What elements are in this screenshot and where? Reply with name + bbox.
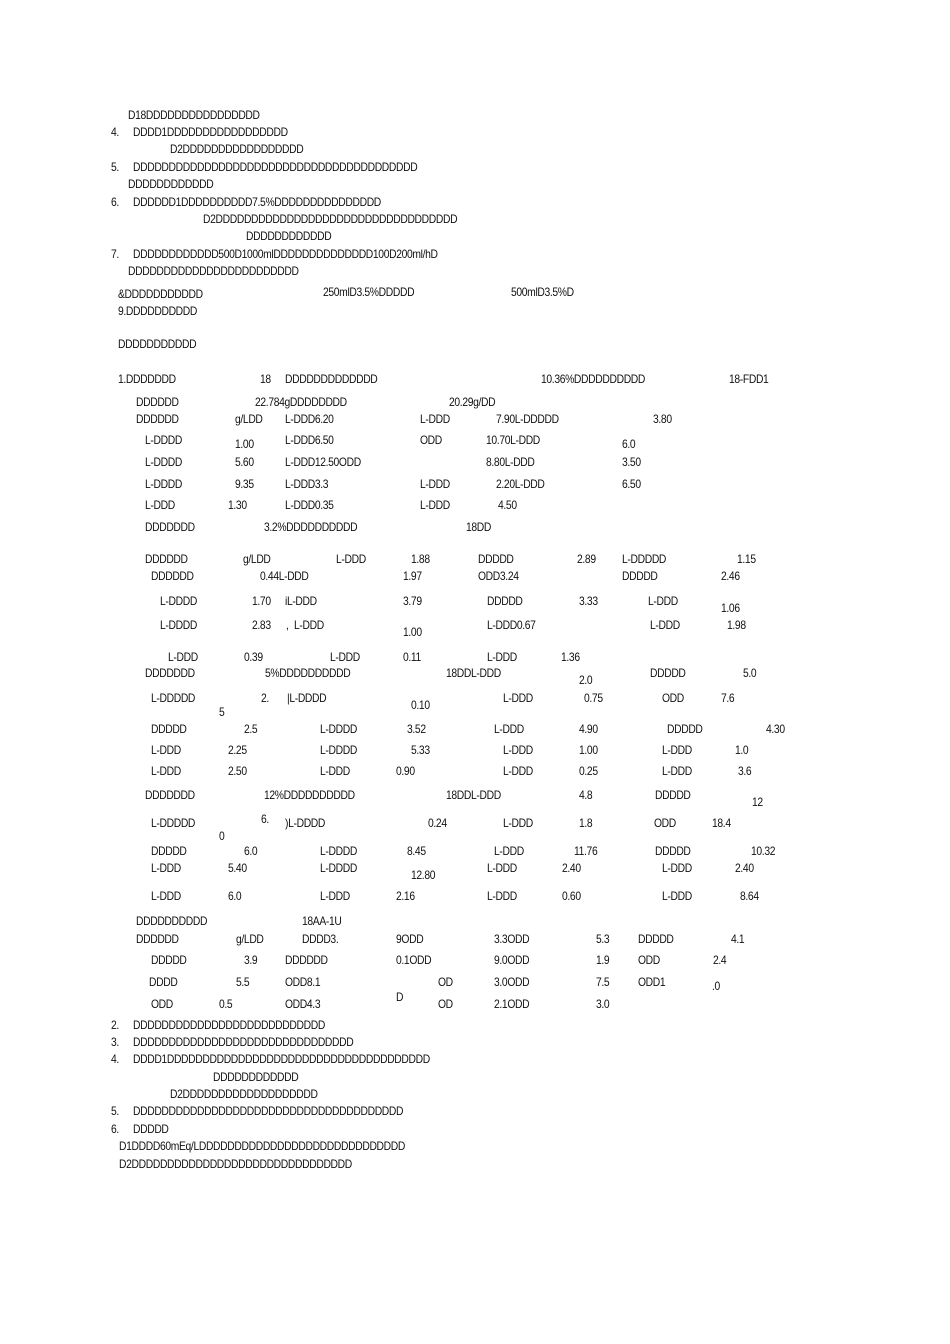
text-line: 2.40: [562, 861, 581, 875]
text-line: 1.88: [411, 552, 430, 566]
text-line: DDDDDDDDDDDDDDDDDDDDDDDDDDD: [133, 1018, 325, 1032]
text-line: )L-DDDD: [285, 816, 326, 830]
text-line: 2.89: [577, 552, 596, 566]
text-line: 3.52: [407, 722, 426, 736]
text-line: L-DDDD: [145, 455, 182, 469]
text-line: DDDDDD: [136, 395, 179, 409]
text-line: DDDD1DDDDDDDDDDDDDDDDDDDDDDDDDDDDDDDDDDDDD: [133, 1052, 430, 1066]
text-line: L-DDDD: [320, 722, 357, 736]
text-line: 6.: [111, 1122, 119, 1136]
text-line: L-DDD: [503, 691, 533, 705]
text-line: D2DDDDDDDDDDDDDDDDD: [170, 142, 304, 156]
text-line: 9.0ODD: [494, 953, 530, 967]
text-line: 4.90: [579, 722, 598, 736]
text-line: DDDD1DDDDDDDDDDDDDDDDD: [133, 125, 288, 139]
text-line: ODD: [420, 433, 442, 447]
text-line: 7.: [111, 247, 119, 261]
text-line: 0: [219, 829, 225, 843]
text-line: DDDD3.: [302, 932, 339, 946]
text-line: L-DDD: [487, 889, 517, 903]
text-line: D1DDDD60mEq/LDDDDDDDDDDDDDDDDDDDDDDDDDDDDD: [119, 1139, 406, 1153]
text-line: L-DDD12.50ODD: [285, 455, 361, 469]
text-line: 4.: [111, 1052, 119, 1066]
text-line: 6.: [111, 195, 119, 209]
text-line: DDDDDDDDDDD: [118, 337, 197, 351]
text-line: 20.29g/DD: [449, 395, 496, 409]
text-line: 1.98: [727, 618, 746, 632]
text-line: DDDDDD: [145, 552, 188, 566]
text-line: DDDDD: [151, 722, 187, 736]
text-line: DDDDD: [667, 722, 703, 736]
text-line: L-DDD: [320, 889, 350, 903]
text-line: 2.16: [396, 889, 415, 903]
text-line: 4.30: [766, 722, 785, 736]
text-line: L-DDDD: [145, 477, 182, 491]
text-line: 4.1: [731, 932, 745, 946]
text-line: 5.5: [236, 975, 250, 989]
text-line: L-DDD6.50: [285, 433, 334, 447]
text-line: 2.5: [244, 722, 258, 736]
text-line: DDDDD: [622, 569, 658, 583]
text-line: 2.50: [228, 764, 247, 778]
text-line: 8.45: [407, 844, 426, 858]
text-line: 1.00: [579, 743, 598, 757]
text-line: L-DDDDD: [622, 552, 667, 566]
text-line: L-DDD0.67: [487, 618, 536, 632]
text-line: L-DDD: [503, 743, 533, 757]
text-line: 1.36: [561, 650, 580, 664]
text-line: L-DDD0.35: [285, 498, 334, 512]
text-line: 2.: [261, 691, 269, 705]
text-line: DDDDDDD: [145, 788, 195, 802]
text-line: 3.0ODD: [494, 975, 530, 989]
text-line: 1.70: [252, 594, 271, 608]
text-line: DDDDDD: [136, 412, 179, 426]
text-line: L-DDDD: [320, 861, 357, 875]
text-line: L-DDDDD: [151, 691, 196, 705]
text-line: 0.39: [244, 650, 263, 664]
text-line: 5: [219, 705, 225, 719]
text-line: 0.11: [403, 650, 421, 664]
text-line: 3.9: [244, 953, 258, 967]
text-line: 1.9: [596, 953, 610, 967]
text-line: 4.: [111, 125, 119, 139]
text-line: 2.40: [735, 861, 754, 875]
text-line: L-DDDD: [160, 594, 197, 608]
text-line: DDDDDDDDDDDDDDDDDDDDDDDD: [128, 264, 299, 278]
text-line: L-DDDD: [145, 433, 182, 447]
text-line: 2.4: [713, 953, 727, 967]
text-line: 5.0: [743, 666, 757, 680]
text-line: 5.60: [235, 455, 254, 469]
text-line: L-DDD: [662, 743, 692, 757]
text-line: 6.0: [622, 437, 636, 451]
text-line: 18DDL-DDD: [446, 788, 501, 802]
text-line: 18DD: [466, 520, 492, 534]
text-line: 6.: [261, 812, 269, 826]
text-line: D2DDDDDDDDDDDDDDDDDDD: [170, 1087, 318, 1101]
text-line: 0.25: [579, 764, 598, 778]
text-line: DDDDDDDDDDDD500D1000mlDDDDDDDDDDDDDD100D200ml/hD: [133, 247, 438, 261]
text-line: 3.: [111, 1035, 119, 1049]
text-line: DDDDDD: [151, 569, 194, 583]
text-line: 0.44L-DDD: [260, 569, 309, 583]
text-line: 1.30: [228, 498, 247, 512]
text-line: 18AA-1U: [302, 914, 342, 928]
text-line: 8.64: [740, 889, 759, 903]
text-line: L-DDD: [650, 618, 680, 632]
text-line: L-DDDD: [320, 743, 357, 757]
text-line: DDDDD: [151, 953, 187, 967]
text-line: 3.50: [622, 455, 641, 469]
text-line: DDDDDDDDDDDD: [128, 177, 214, 191]
text-line: DDDDDD: [136, 932, 179, 946]
text-line: L-DDD: [420, 477, 450, 491]
text-line: OD: [438, 997, 453, 1011]
text-line: 5.3: [596, 932, 610, 946]
text-line: L-DDD: [330, 650, 360, 664]
text-line: 7.6: [721, 691, 735, 705]
text-line: 9.DDDDDDDDDD: [118, 304, 198, 318]
text-line: ODD: [638, 953, 660, 967]
text-line: ODD1: [638, 975, 666, 989]
text-line: D2DDDDDDDDDDDDDDDDDDDDDDDDDDDDDDDDDD: [203, 212, 458, 226]
text-line: 5.: [111, 160, 119, 174]
text-line: L-DDD: [420, 412, 450, 426]
text-line: ODD3.24: [478, 569, 519, 583]
text-line: 1.DDDDDDD: [118, 372, 176, 386]
text-line: .0: [712, 979, 720, 993]
text-line: DDDDD: [650, 666, 686, 680]
text-line: L-DDDD: [160, 618, 197, 632]
text-line: 500mlD3.5%D: [511, 285, 574, 299]
text-line: 0.24: [428, 816, 447, 830]
text-line: 4.8: [579, 788, 593, 802]
text-line: ODD: [662, 691, 684, 705]
text-line: 18DDL-DDD: [446, 666, 501, 680]
text-line: 18-FDD1: [729, 372, 769, 386]
text-line: 10.32: [751, 844, 776, 858]
text-line: g/LDD: [243, 552, 271, 566]
text-line: 6.0: [244, 844, 258, 858]
text-line: &DDDDDDDDDDD: [118, 287, 203, 301]
text-line: L-DDD: [336, 552, 366, 566]
text-line: 9.35: [235, 477, 254, 491]
text-line: 3.0: [596, 997, 610, 1011]
text-line: iL-DDD: [285, 594, 317, 608]
text-line: L-DDD: [662, 889, 692, 903]
text-line: 10.36%DDDDDDDDDD: [541, 372, 646, 386]
text-line: 1.15: [737, 552, 756, 566]
text-line: 12%DDDDDDDDDD: [264, 788, 355, 802]
text-line: 2.20L-DDD: [496, 477, 545, 491]
text-line: 9ODD: [396, 932, 424, 946]
text-line: 0.90: [396, 764, 415, 778]
text-line: 2.25: [228, 743, 247, 757]
text-line: L-DDDDD: [151, 816, 196, 830]
text-line: L-DDD: [151, 764, 181, 778]
text-line: 2.46: [721, 569, 740, 583]
text-line: DDDDD: [487, 594, 523, 608]
text-line: 12.80: [411, 868, 436, 882]
text-line: 5.: [111, 1104, 119, 1118]
text-line: 7.90L-DDDDD: [496, 412, 559, 426]
text-line: L-DDD: [420, 498, 450, 512]
text-line: 1.8: [579, 816, 593, 830]
text-line: L-DDD: [662, 861, 692, 875]
text-line: 250mlD3.5%DDDDD: [323, 285, 415, 299]
text-line: 5%DDDDDDDDDD: [265, 666, 351, 680]
text-line: L-DDD: [503, 816, 533, 830]
text-line: D18DDDDDDDDDDDDDDDD: [128, 108, 260, 122]
text-line: 11.76: [574, 844, 598, 858]
text-line: DDDDDDDDDDDDDDDDDDDDDDDDDDDDDDDDDDDDDDDD: [133, 160, 418, 174]
text-line: g/LDD: [235, 412, 263, 426]
text-line: ODD: [654, 816, 676, 830]
text-line: 0.5: [219, 997, 233, 1011]
text-line: DDDDDD1DDDDDDDDDD7.5%DDDDDDDDDDDDDDD: [133, 195, 381, 209]
text-line: L-DDD: [648, 594, 678, 608]
text-line: 0.10: [411, 698, 430, 712]
text-line: 12: [752, 795, 763, 809]
text-line: 1.00: [235, 437, 254, 451]
text-line: DDDDD: [478, 552, 514, 566]
text-line: L-DDD: [503, 764, 533, 778]
text-line: DDDDD: [655, 844, 691, 858]
text-line: ODD4.3: [285, 997, 321, 1011]
text-line: 7.5: [596, 975, 610, 989]
text-line: DDDDD: [133, 1122, 169, 1136]
text-line: OD: [438, 975, 453, 989]
text-line: DDDDDDD: [145, 666, 195, 680]
text-line: L-DDD: [151, 743, 181, 757]
text-line: 0.60: [562, 889, 581, 903]
text-line: DDDDD: [655, 788, 691, 802]
text-line: 18: [260, 372, 271, 386]
text-line: 4.50: [498, 498, 517, 512]
text-line: L-DDD: [494, 844, 524, 858]
text-line: 6.50: [622, 477, 641, 491]
text-line: DDDD: [149, 975, 178, 989]
text-line: 1.00: [403, 625, 422, 639]
text-line: 6.0: [228, 889, 242, 903]
text-line: DDDDDDDDDDDDD: [285, 372, 378, 386]
text-line: 3.6: [738, 764, 752, 778]
text-line: L-DDDD: [320, 844, 357, 858]
text-line: L-DDD3.3: [285, 477, 329, 491]
text-line: 3.80: [653, 412, 672, 426]
text-line: 2.: [111, 1018, 119, 1032]
text-line: DDDDDDDDDDDD: [213, 1070, 299, 1084]
text-line: L-DDD: [662, 764, 692, 778]
text-line: 10.70L-DDD: [486, 433, 540, 447]
text-line: L-DDD: [487, 861, 517, 875]
text-line: 1.97: [403, 569, 422, 583]
text-line: L-DDD6.20: [285, 412, 334, 426]
text-line: D: [396, 990, 404, 1004]
text-line: 5.40: [228, 861, 247, 875]
text-line: 2.83: [252, 618, 271, 632]
text-line: ODD: [151, 997, 173, 1011]
text-line: 2.1ODD: [494, 997, 530, 1011]
text-line: g/LDD: [236, 932, 264, 946]
text-line: DDDDDDDDDD: [136, 914, 208, 928]
text-line: 1.06: [721, 601, 740, 615]
text-line: 2.0: [579, 673, 593, 687]
text-line: L-DDD: [294, 618, 324, 632]
text-line: 3.2%DDDDDDDDDD: [264, 520, 358, 534]
text-line: DDDDD: [151, 844, 187, 858]
text-line: |L-DDDD: [287, 691, 327, 705]
text-line: DDDDDDDDDDDD: [246, 229, 332, 243]
text-line: DDDDDDDDDDDDDDDDDDDDDDDDDDDDDDDDDDDDDD: [133, 1104, 404, 1118]
text-line: 18.4: [712, 816, 731, 830]
text-line: 1.0: [735, 743, 749, 757]
text-line: L-DDD: [151, 861, 181, 875]
text-line: L-DDD: [168, 650, 198, 664]
text-line: 3.33: [579, 594, 598, 608]
text-line: DDDDDD: [285, 953, 328, 967]
text-line: L-DDD: [320, 764, 350, 778]
text-line: L-DDD: [494, 722, 524, 736]
text-line: DDDDDDD: [145, 520, 195, 534]
text-line: DDDDDDDDDDDDDDDDDDDDDDDDDDDDDDD: [133, 1035, 354, 1049]
text-line: 5.33: [411, 743, 430, 757]
text-line: ODD8.1: [285, 975, 321, 989]
text-line: L-DDD: [151, 889, 181, 903]
text-line: 0.75: [584, 691, 603, 705]
text-line: ,: [286, 618, 289, 632]
text-line: D2DDDDDDDDDDDDDDDDDDDDDDDDDDDDDDD: [119, 1157, 352, 1171]
text-line: L-DDD: [145, 498, 175, 512]
text-line: L-DDD: [487, 650, 517, 664]
text-line: 22.784gDDDDDDDD: [255, 395, 347, 409]
text-line: 0.1ODD: [396, 953, 432, 967]
text-line: 3.3ODD: [494, 932, 530, 946]
text-line: 8.80L-DDD: [486, 455, 535, 469]
text-line: 3.79: [403, 594, 422, 608]
text-line: DDDDD: [638, 932, 674, 946]
